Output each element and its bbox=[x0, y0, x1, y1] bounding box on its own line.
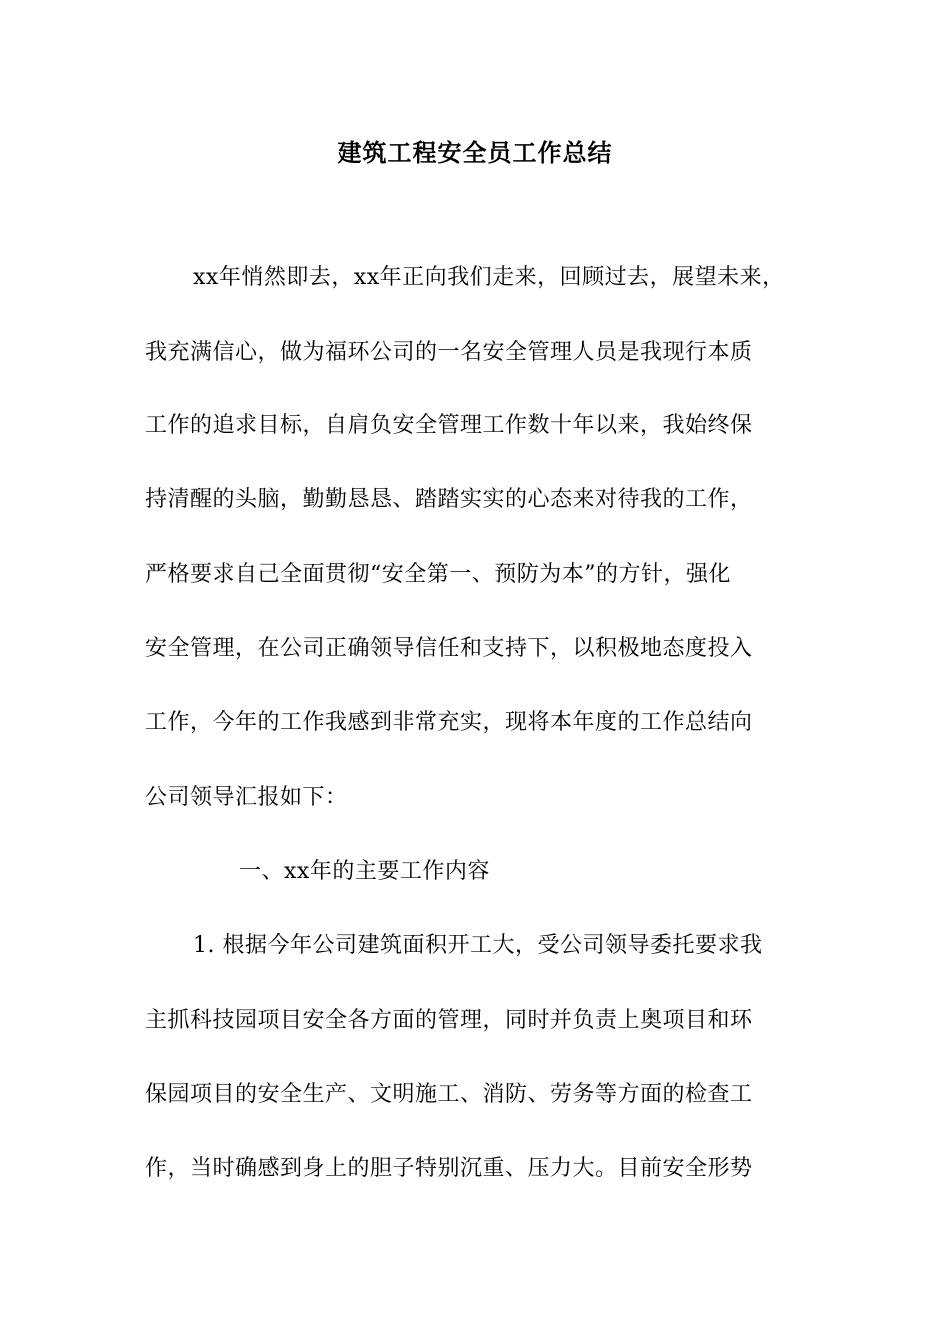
paragraph-line: 1. 根据今年公司建筑面积开工大，受公司领导委托要求我 bbox=[193, 933, 763, 958]
paragraph-line: xx年悄然即去，xx年正向我们走来，回顾过去，展望未来， bbox=[193, 265, 785, 290]
paragraph-line: 安全管理，在公司正确领导信任和支持下，以积极地态度投入 bbox=[145, 636, 753, 661]
section-heading: 一、xx年的主要工作内容 bbox=[239, 859, 490, 884]
paragraph-line: 主抓科技园项目安全各方面的管理，同时并负责上奥项目和环 bbox=[145, 1008, 753, 1033]
paragraph-line: 工作，今年的工作我感到非常充实，现将本年度的工作总结向 bbox=[145, 710, 753, 735]
paragraph-line: 公司领导汇报如下： bbox=[145, 785, 348, 810]
paragraph-line: 保园项目的安全生产、文明施工、消防、劳务等方面的检查工 bbox=[145, 1082, 753, 1107]
paragraph-line: 作，当时确感到身上的胆子特别沉重、压力大。目前安全形势 bbox=[145, 1156, 753, 1181]
paragraph-line: 工作的追求目标，自肩负安全管理工作数十年以来，我始终保 bbox=[145, 413, 753, 438]
document-title: 建筑工程安全员工作总结 bbox=[337, 138, 613, 167]
paragraph-line: 严格要求自己全面贯彻“安全第一、预防为本”的方针，强化 bbox=[145, 562, 731, 587]
paragraph-line: 持清醒的头脑，勤勤恳恳、踏踏实实的心态来对待我的工作， bbox=[145, 487, 753, 512]
paragraph-line: 我充满信心，做为福环公司的一名安全管理人员是我现行本质 bbox=[145, 340, 753, 365]
